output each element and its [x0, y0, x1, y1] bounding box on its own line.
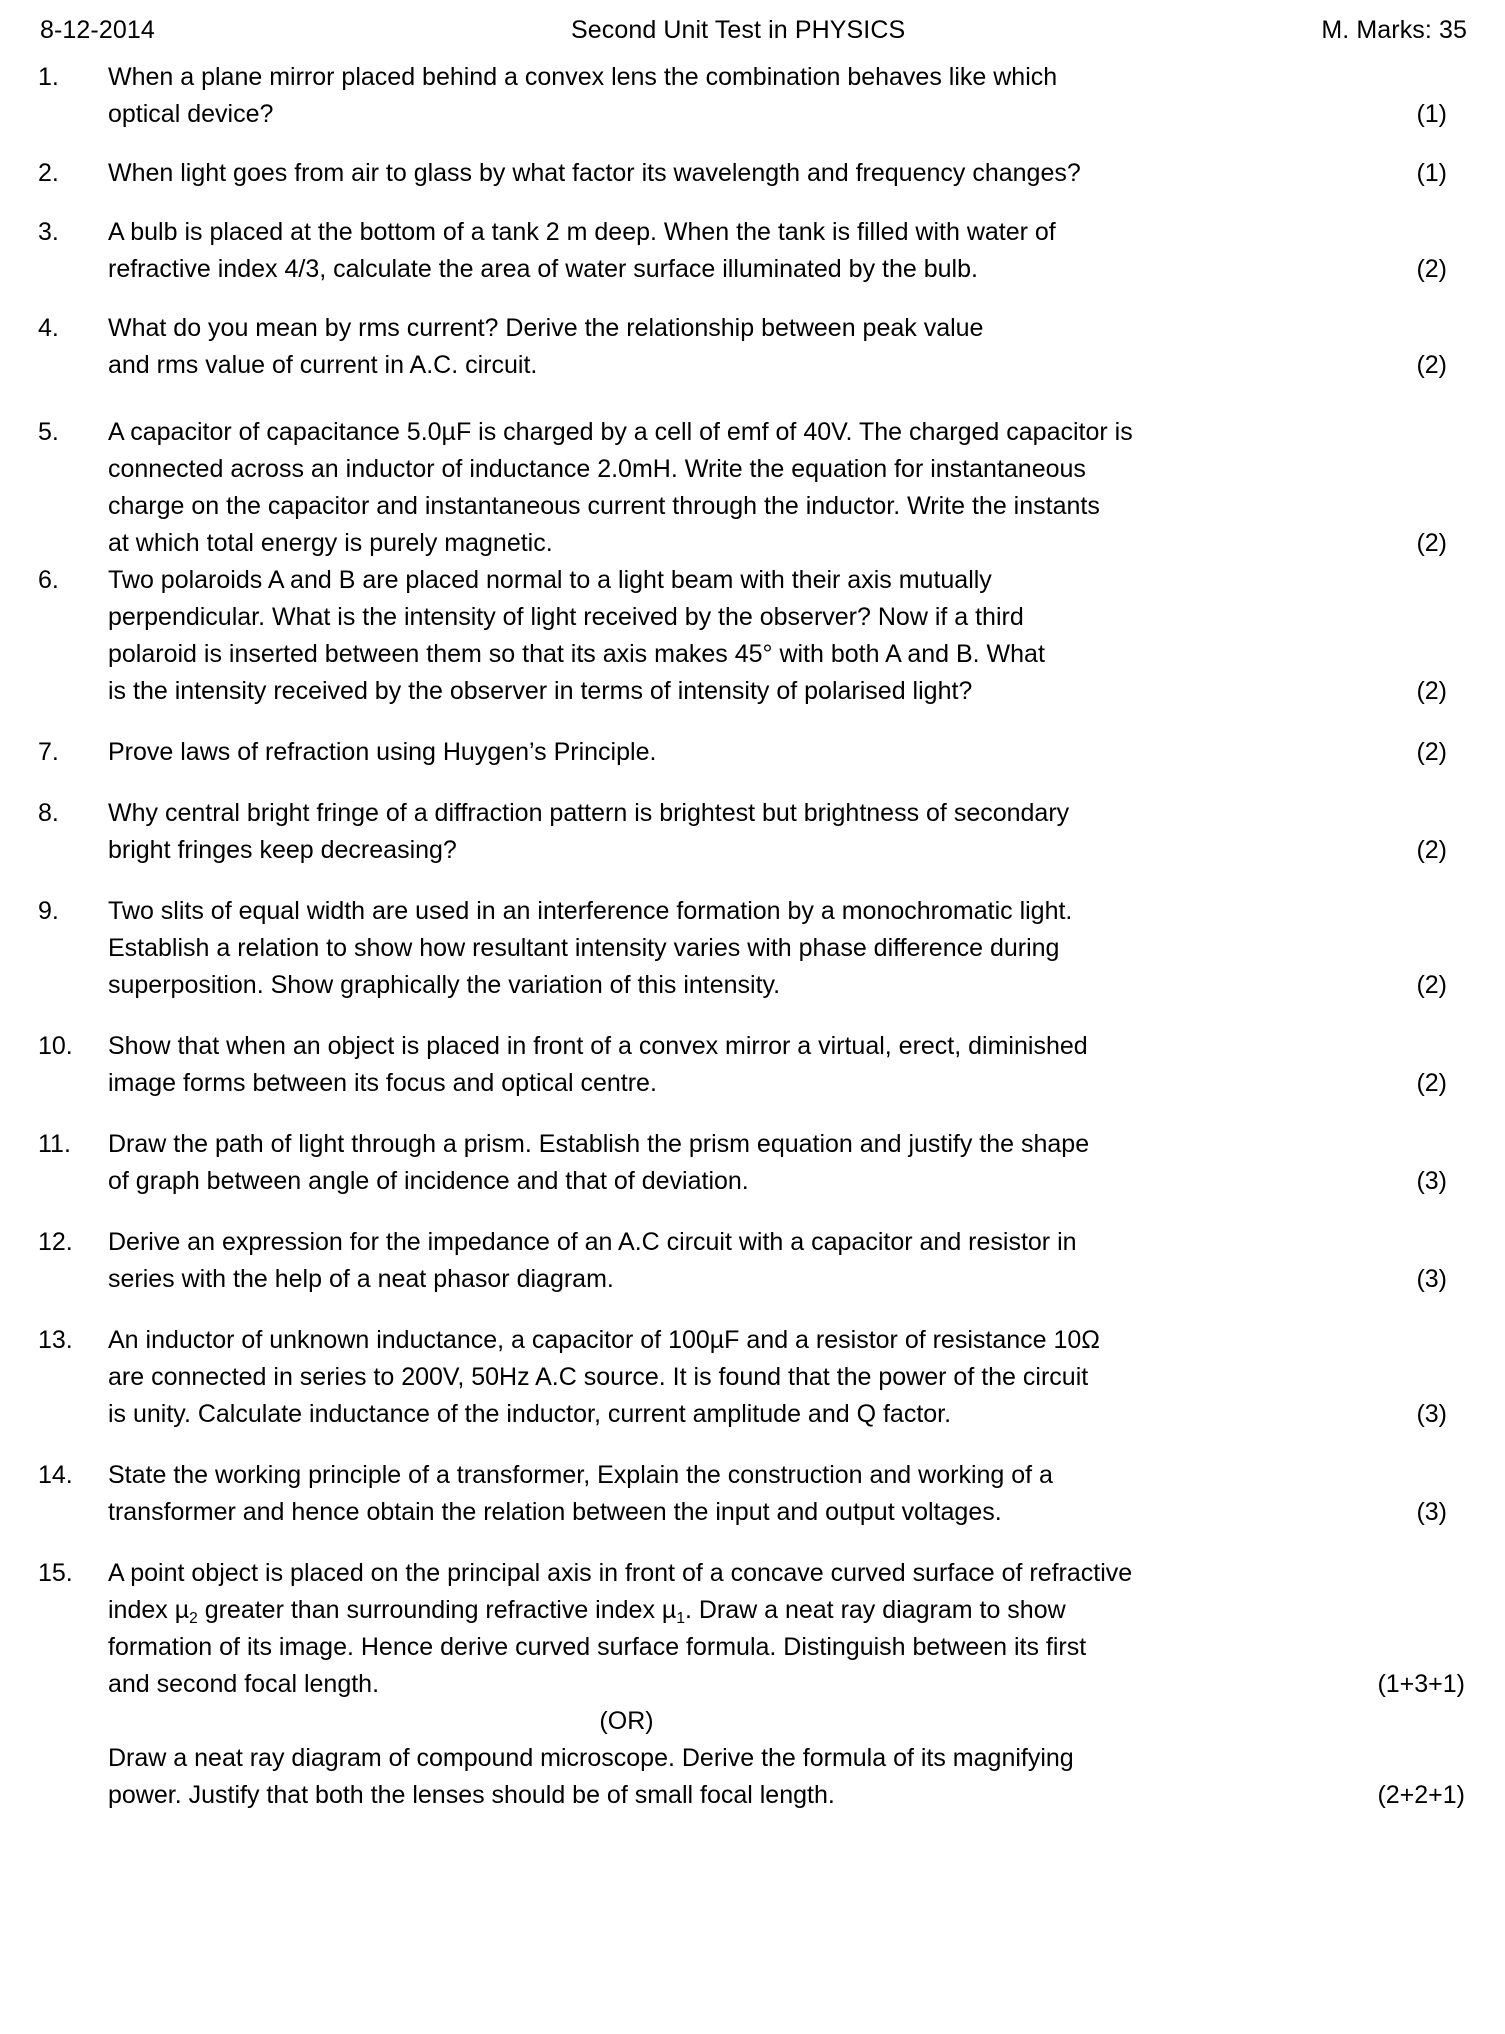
question-marks: (2) [1416, 677, 1447, 705]
question-spacer [30, 1433, 1475, 1457]
question-item [30, 795, 1475, 869]
page-header [30, 10, 1475, 45]
question-body [108, 1224, 1475, 1298]
question-text-line: and rms value of current in A.C. circuit. [108, 351, 538, 379]
question-marks: (1) [1416, 100, 1447, 128]
question-text-line: polaroid is inserted between them so that its axis makes 45° with both A and B. What [108, 640, 1045, 668]
question-text-line: A capacitor of capacitance 5.0µF is charged by a cell of emf of 40V. The charged capacitor is [108, 418, 1133, 446]
question-spacer [30, 1004, 1475, 1028]
question-item [30, 1126, 1475, 1200]
question-text-line: Show that when an object is placed in front of a convex mirror a virtual, erect, diminished [108, 1032, 1088, 1060]
question-item [30, 562, 1475, 710]
question-item [30, 414, 1475, 562]
question-text-line: superposition. Show graphically the variation of this intensity. [108, 971, 781, 999]
question-item [30, 59, 1475, 133]
question-text-line: is unity. Calculate inductance of the inductor, current amplitude and Q factor. [108, 1400, 952, 1428]
question-spacer [30, 192, 1475, 214]
question-number: 11. [38, 1130, 71, 1158]
question-item [30, 1028, 1475, 1102]
or-separator-body [108, 1703, 1475, 1740]
question-text-line: Two slits of equal width are used in an interference formation by a monochromatic light. [108, 897, 1073, 925]
question-item [30, 155, 1475, 192]
question-number: 14. [38, 1461, 73, 1489]
question-number: 13. [38, 1326, 73, 1354]
question-marks: (2) [1416, 738, 1447, 766]
question-body [108, 734, 1475, 771]
question-text-line: Why central bright fringe of a diffraction pattern is brightest but brightness of secondary [108, 799, 1070, 827]
question-marks: (2) [1416, 836, 1447, 864]
question-marks: (3) [1416, 1400, 1447, 1428]
question-marks: (2) [1416, 971, 1447, 999]
question-spacer [30, 710, 1475, 734]
question-spacer [30, 1200, 1475, 1224]
question-text-line: are connected in series to 200V, 50Hz A.C source. It is found that the power of the circuit [108, 1363, 1089, 1391]
question-body [108, 1555, 1475, 1703]
question-body [108, 1322, 1475, 1433]
exam-date: 8-12-2014 [40, 16, 155, 44]
question-body [108, 1126, 1475, 1200]
question-item [30, 734, 1475, 771]
question-body [108, 155, 1475, 192]
question-text-line: formation of its image. Hence derive curved surface formula. Distinguish between its first [108, 1633, 1087, 1661]
question-body [108, 414, 1475, 562]
question-text-line: transformer and hence obtain the relation between the input and output voltages. [108, 1498, 1002, 1526]
question-number: 3. [38, 218, 59, 246]
question-text-line: A point object is placed on the principal axis in front of a concave curved surface of refractive [108, 1559, 1133, 1587]
question-number: 15. [38, 1559, 73, 1587]
question-item [30, 1555, 1475, 1703]
question-item [30, 893, 1475, 1004]
question-marks: (2) [1416, 351, 1447, 379]
question-text-line: and second focal length. [108, 1670, 380, 1698]
maximum-marks: M. Marks: 35 [1321, 16, 1467, 44]
question-spacer [30, 384, 1475, 414]
question-marks: (2) [1416, 1069, 1447, 1097]
question-item [30, 310, 1475, 384]
question-number: 9. [38, 897, 59, 925]
question-text-line: Two polaroids A and B are placed normal to a light beam with their axis mutually [108, 566, 992, 594]
question-text-line: Draw the path of light through a prism. Establish the prism equation and justify the shape [108, 1130, 1090, 1158]
or-separator-label: (OR) [599, 1707, 654, 1735]
question-body [108, 1028, 1475, 1102]
question-item [30, 1224, 1475, 1298]
question-number: 1. [38, 63, 59, 91]
question-marks: (2+2+1) [1377, 1781, 1465, 1809]
question-body [108, 59, 1475, 133]
question-text-line: Establish a relation to show how resultant intensity varies with phase difference during [108, 934, 1060, 962]
exam-title: Second Unit Test in PHYSICS [570, 16, 906, 44]
question-body [108, 310, 1475, 384]
question-body [108, 214, 1475, 288]
question-text-line: image forms between its focus and optical centre. [108, 1069, 657, 1097]
question-spacer [30, 133, 1475, 155]
question-spacer [30, 1531, 1475, 1555]
question-text-line: charge on the capacitor and instantaneous current through the inductor. Write the instants [108, 492, 1100, 520]
question-marks: (3) [1416, 1265, 1447, 1293]
question-marks: (2) [1416, 529, 1447, 557]
question-number: 6. [38, 566, 59, 594]
question-spacer [30, 1102, 1475, 1126]
alternative-question-body [108, 1740, 1475, 1814]
question-text-line: bright fringes keep decreasing? [108, 836, 457, 864]
question-text-line: refractive index 4/3, calculate the area of water surface illuminated by the bulb. [108, 255, 978, 283]
question-text-line: What do you mean by rms current? Derive the relationship between peak value [108, 314, 984, 342]
question-number: 5. [38, 418, 59, 446]
question-text-line: When a plane mirror placed behind a convex lens the combination behaves like which [108, 63, 1058, 91]
question-marks: (1) [1416, 159, 1447, 187]
question-spacer [30, 869, 1475, 893]
question-item [30, 214, 1475, 288]
question-text-line: series with the help of a neat phasor diagram. [108, 1265, 614, 1293]
question-spacer [30, 1298, 1475, 1322]
question-text-line: power. Justify that both the lenses should be of small focal length. [108, 1781, 835, 1809]
question-marks: (3) [1416, 1167, 1447, 1195]
question-list [30, 59, 1475, 1814]
question-text-line: perpendicular. What is the intensity of light received by the observer? Now if a third [108, 603, 1024, 631]
question-body [108, 562, 1475, 710]
question-item [30, 1322, 1475, 1433]
question-text-line: connected across an inductor of inductance 2.0mH. Write the equation for instantaneous [108, 455, 1086, 483]
question-text-line: is the intensity received by the observer in terms of intensity of polarised light? [108, 677, 973, 705]
question-text-line: A bulb is placed at the bottom of a tank 2 m deep. When the tank is filled with water of [108, 218, 1056, 246]
or-separator-row [30, 1703, 1475, 1740]
question-number: 10. [38, 1032, 73, 1060]
question-number: 12. [38, 1228, 73, 1256]
question-text-line: When light goes from air to glass by what factor its wavelength and frequency changes? [108, 159, 1081, 187]
question-text-line: An inductor of unknown inductance, a capacitor of 100µF and a resistor of resistance 10Ω [108, 1326, 1100, 1354]
question-marks: (1+3+1) [1377, 1670, 1465, 1698]
question-text-line: optical device? [108, 100, 274, 128]
question-body [108, 795, 1475, 869]
question-number: 7. [38, 738, 59, 766]
question-text-line: Prove laws of refraction using Huygen’s Principle. [108, 738, 657, 766]
question-spacer [30, 771, 1475, 795]
question-marks: (3) [1416, 1498, 1447, 1526]
question-text-line: Derive an expression for the impedance of an A.C circuit with a capacitor and resistor in [108, 1228, 1077, 1256]
question-number: 2. [38, 159, 59, 187]
question-spacer [30, 288, 1475, 310]
question-body [108, 1457, 1475, 1531]
question-number: 4. [38, 314, 59, 342]
question-marks: (2) [1416, 255, 1447, 283]
question-text-line: of graph between angle of incidence and that of deviation. [108, 1167, 749, 1195]
question-number: 8. [38, 799, 59, 827]
question-text-line: at which total energy is purely magnetic. [108, 529, 553, 557]
question-item [30, 1457, 1475, 1531]
question-text-line: State the working principle of a transformer, Explain the construction and working of a [108, 1461, 1053, 1489]
question-text-line: Draw a neat ray diagram of compound microscope. Derive the formula of its magnifying [108, 1744, 1074, 1772]
question-text-line: index µ$_2$ greater than surrounding refractive index µ$_1$. Draw a neat ray diagram to show [108, 1596, 1066, 1627]
question-body [108, 893, 1475, 1004]
alternative-question-item [30, 1740, 1475, 1814]
